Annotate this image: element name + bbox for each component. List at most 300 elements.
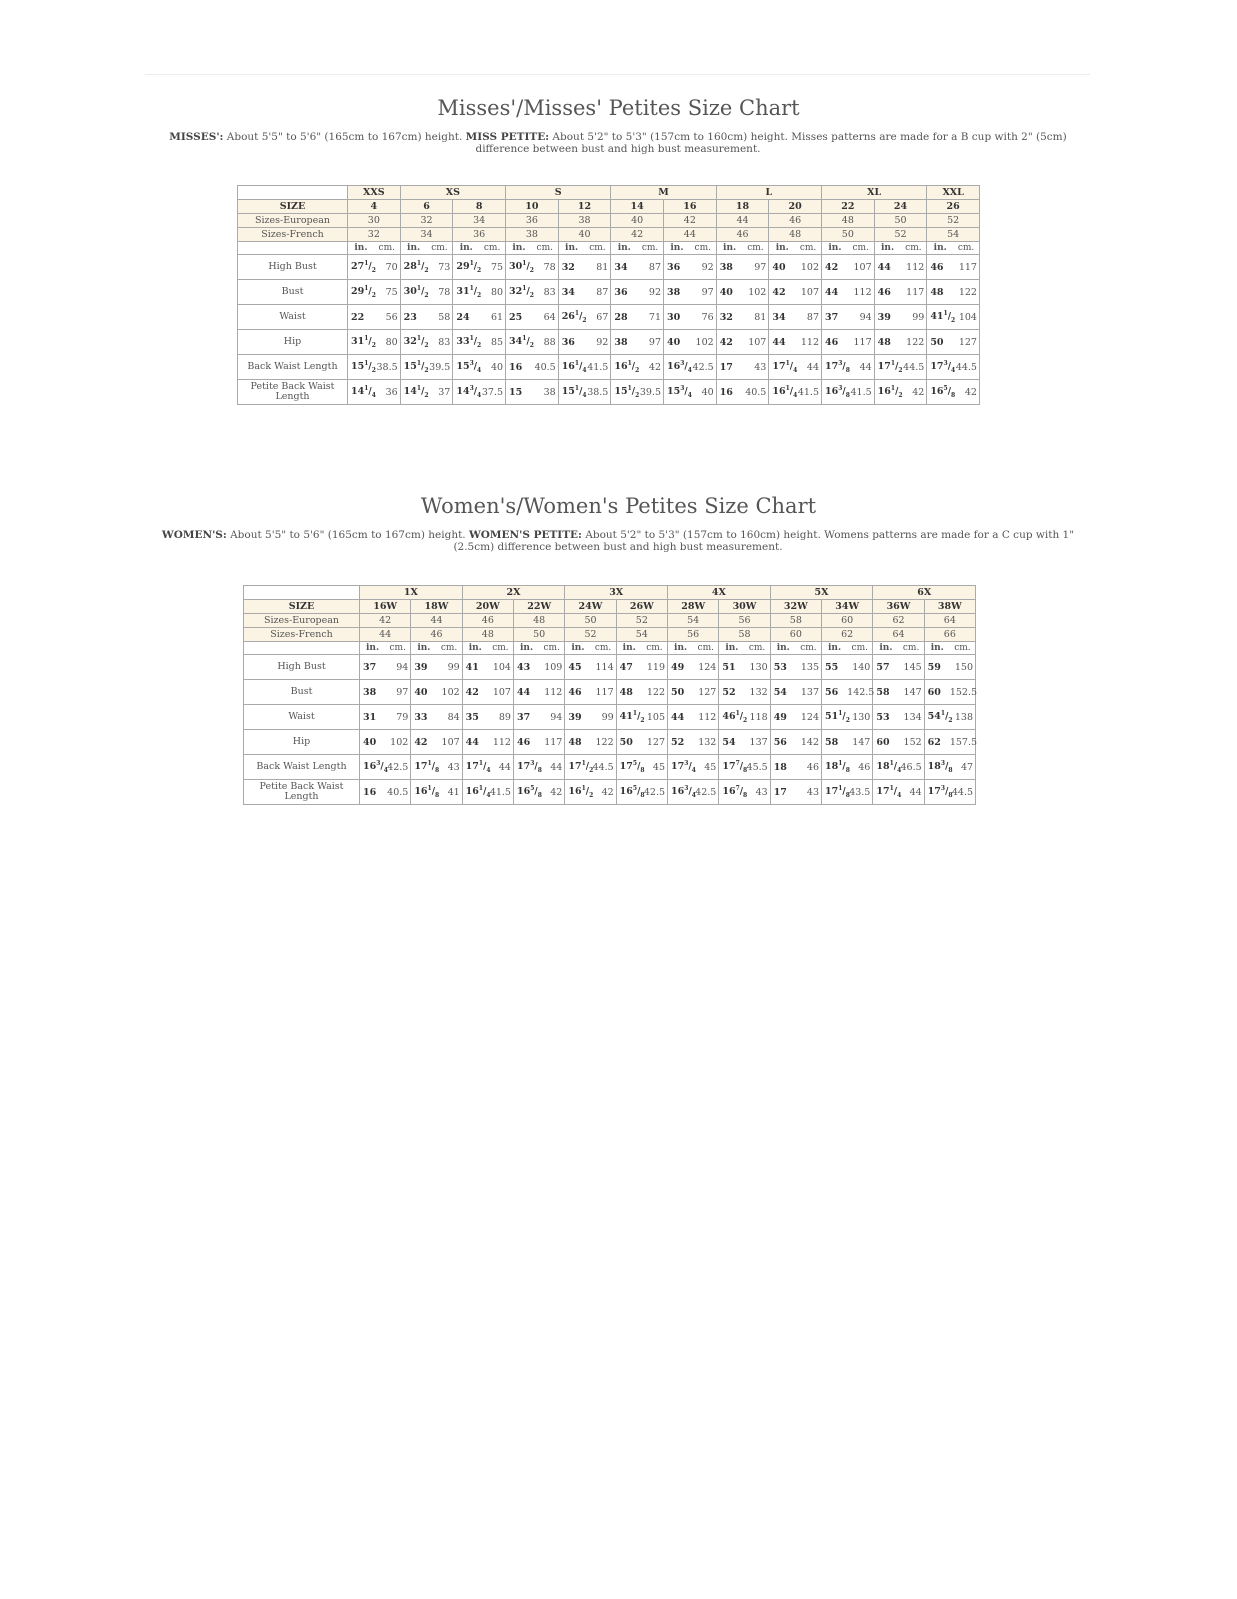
measurement-row (238, 380, 980, 405)
inches-value: $16^1/_4$ (558, 355, 584, 380)
cm-value: 107 (795, 280, 821, 305)
cm-value: 80 (374, 330, 400, 355)
cm-value: 80 (479, 280, 505, 305)
european-size-cell: 36 (506, 214, 559, 228)
inches-value: 38 (716, 255, 742, 280)
french-size-row (244, 628, 976, 642)
inches-value: 39 (411, 655, 437, 680)
inches-value: $17^1/_4$ (873, 780, 899, 805)
cm-value: 88 (532, 330, 558, 355)
european-size-cell: 46 (769, 214, 822, 228)
inches-value: 34 (611, 255, 637, 280)
size-group-header: L (716, 186, 821, 200)
inches-value: 52 (668, 730, 694, 755)
misses-desc-label: MISSES': (169, 131, 224, 143)
inches-value: 58 (822, 730, 848, 755)
inches-value: $16^5/_8$ (616, 780, 642, 805)
inches-value: 47 (616, 655, 642, 680)
cm-value: 44 (539, 755, 565, 780)
cm-value: 97 (637, 330, 663, 355)
measurement-label: Waist (238, 305, 348, 330)
cm-value: 43.5 (847, 780, 873, 805)
size-group-header: 1X (360, 586, 463, 600)
cm-value: 102 (436, 680, 462, 705)
cm-value: 46.5 (899, 755, 925, 780)
unit-cm-label: cm. (591, 642, 617, 655)
cm-value: 43 (743, 355, 769, 380)
cm-value: 58 (427, 305, 453, 330)
inches-value: 44 (822, 280, 848, 305)
womens-desc-label: WOMEN'S: (161, 529, 227, 541)
european-size-cell: 42 (360, 614, 411, 628)
cm-value: 157.5 (950, 730, 976, 755)
measurement-row (238, 355, 980, 380)
size-row-label: SIZE (238, 200, 348, 214)
inches-value: 38 (664, 280, 690, 305)
size-cell: 8 (453, 200, 506, 214)
inches-value: $30^1/_2$ (400, 280, 426, 305)
european-size-cell: 54 (668, 614, 719, 628)
cm-value: 41.5 (848, 380, 874, 405)
inches-value: 34 (769, 305, 795, 330)
inches-value: $29^1/_2$ (453, 255, 479, 280)
cm-value: 42 (539, 780, 565, 805)
cm-value: 41.5 (795, 380, 821, 405)
inches-value: 59 (924, 655, 950, 680)
cm-value: 41 (436, 780, 462, 805)
unit-cm-label: cm. (950, 642, 976, 655)
french-size-cell: 36 (453, 228, 506, 242)
cm-value: 38.5 (585, 380, 611, 405)
unit-inches-label: in. (611, 242, 637, 255)
inches-value: 42 (411, 730, 437, 755)
inches-value: 53 (873, 705, 899, 730)
inches-value: 57 (873, 655, 899, 680)
cm-value: 117 (900, 280, 926, 305)
inches-value: 38 (360, 680, 386, 705)
size-cell: 20W (462, 600, 513, 614)
size-group-row (238, 186, 980, 200)
size-cell: 10 (506, 200, 559, 214)
measurement-label: Back Waist Length (244, 755, 360, 780)
cm-value: 117 (539, 730, 565, 755)
cm-value: 45 (642, 755, 668, 780)
measurement-row (244, 655, 976, 680)
inches-value: $18^1/_4$ (873, 755, 899, 780)
inches-value: 16 (506, 355, 532, 380)
size-cell: 30W (719, 600, 770, 614)
inches-value: 40 (716, 280, 742, 305)
unit-cm-label: cm. (436, 642, 462, 655)
cm-value: 142.5 (847, 680, 873, 705)
unit-row (238, 242, 980, 255)
measurement-label: Petite Back Waist Length (244, 780, 360, 805)
size-cell: 26W (616, 600, 667, 614)
unit-inches-label: in. (822, 642, 848, 655)
inches-value: 46 (822, 330, 848, 355)
european-size-cell: 52 (927, 214, 980, 228)
cm-value: 44.5 (900, 355, 926, 380)
european-size-row (238, 214, 980, 228)
cm-value: 132 (693, 730, 719, 755)
inches-value: $16^3/_8$ (822, 380, 848, 405)
cm-value: 44 (899, 780, 925, 805)
cm-value: 44.5 (953, 355, 979, 380)
inches-value: 36 (611, 280, 637, 305)
cm-value: 107 (488, 680, 514, 705)
cm-value: 92 (585, 330, 611, 355)
inches-value: $16^5/_8$ (927, 380, 953, 405)
cm-value: 42 (637, 355, 663, 380)
measurement-label: Hip (244, 730, 360, 755)
unit-cm-label: cm. (795, 242, 821, 255)
inches-value: 44 (513, 680, 539, 705)
european-size-cell: 58 (770, 614, 821, 628)
unit-inches-label: in. (400, 242, 426, 255)
inches-value: 60 (924, 680, 950, 705)
unit-cm-label: cm. (427, 242, 453, 255)
unit-inches-label: in. (506, 242, 532, 255)
cm-value: 56 (374, 305, 400, 330)
inches-value: 50 (927, 330, 953, 355)
cm-value: 45.5 (744, 755, 770, 780)
misses-desc-text: About 5'5" to 5'6" (165cm to 167cm) height. (223, 131, 466, 143)
cm-value: 89 (488, 705, 514, 730)
cm-value: 44 (795, 355, 821, 380)
cm-value: 112 (539, 680, 565, 705)
cm-value: 127 (642, 730, 668, 755)
size-cell: 6 (400, 200, 453, 214)
cm-value: 127 (953, 330, 979, 355)
inches-value: $17^1/_8$ (411, 755, 437, 780)
inches-value: $16^7/_8$ (719, 780, 745, 805)
cm-value: 117 (848, 330, 874, 355)
cm-value: 112 (848, 280, 874, 305)
cm-value: 67 (585, 305, 611, 330)
measurement-row (244, 755, 976, 780)
unit-cm-label: cm. (374, 242, 400, 255)
inches-value: $16^5/_8$ (513, 780, 539, 805)
cm-value: 102 (743, 280, 769, 305)
cm-value: 42.5 (385, 755, 411, 780)
unit-cm-label: cm. (693, 642, 719, 655)
cm-value: 114 (591, 655, 617, 680)
cm-value: 140 (847, 655, 873, 680)
size-cell: 4 (348, 200, 401, 214)
cm-value: 117 (591, 680, 617, 705)
french-size-row (238, 228, 980, 242)
size-cell: 24W (565, 600, 616, 614)
womens-petite-desc-text: About 5'2" to 5'3" (157cm to 160cm) height. Womens patterns are made for a C cup with 1" (2.5cm) difference between bust and high bust measurement. (453, 529, 1075, 553)
cm-value: 107 (743, 330, 769, 355)
inches-value: 51 (719, 655, 745, 680)
cm-value: 135 (796, 655, 822, 680)
french-size-cell: 52 (565, 628, 616, 642)
inches-value: 40 (769, 255, 795, 280)
size-cell: 22W (513, 600, 564, 614)
european-size-cell: 30 (348, 214, 401, 228)
inches-value: 44 (668, 705, 694, 730)
inches-value: 25 (506, 305, 532, 330)
inches-value: 28 (611, 305, 637, 330)
size-group-header: XXS (348, 186, 401, 200)
cm-value: 112 (488, 730, 514, 755)
inches-value: $17^1/_4$ (462, 755, 488, 780)
inches-value: 17 (770, 780, 796, 805)
french-size-cell: 32 (348, 228, 401, 242)
cm-value: 130 (744, 655, 770, 680)
cm-value: 46 (847, 755, 873, 780)
size-row (244, 600, 976, 614)
top-divider (145, 74, 1090, 75)
cm-value: 81 (585, 255, 611, 280)
cm-value: 119 (642, 655, 668, 680)
inches-value: 23 (400, 305, 426, 330)
inches-value: 33 (411, 705, 437, 730)
inches-value: $16^3/_4$ (664, 355, 690, 380)
cm-value: 102 (385, 730, 411, 755)
inches-value: 43 (513, 655, 539, 680)
womens-chart-title: Women's/Women's Petites Size Chart (420, 494, 817, 518)
cm-value: 104 (488, 655, 514, 680)
inches-value: 60 (873, 730, 899, 755)
inches-value: 32 (558, 255, 584, 280)
measurement-label: Bust (244, 680, 360, 705)
inches-value: $17^3/_8$ (513, 755, 539, 780)
cm-value: 87 (585, 280, 611, 305)
inches-value: $31^1/_2$ (348, 330, 374, 355)
cm-value: 45 (693, 755, 719, 780)
inches-value: 54 (719, 730, 745, 755)
french-size-cell: 46 (411, 628, 462, 642)
cm-value: 47 (950, 755, 976, 780)
unit-inches-label: in. (924, 642, 950, 655)
womens-petite-desc-label: WOMEN'S PETITE: (468, 529, 582, 541)
cm-value: 85 (479, 330, 505, 355)
cm-value: 36 (374, 380, 400, 405)
unit-inches-label: in. (719, 642, 745, 655)
size-cell: 26 (927, 200, 980, 214)
inches-value: $32^1/_2$ (506, 280, 532, 305)
size-group-row (244, 586, 976, 600)
french-size-cell: 54 (927, 228, 980, 242)
cm-value: 84 (436, 705, 462, 730)
size-group-header: XXL (927, 186, 980, 200)
inches-value: $17^3/_4$ (668, 755, 694, 780)
cm-value: 40 (690, 380, 716, 405)
inches-value: 55 (822, 655, 848, 680)
cm-value: 38.5 (374, 355, 400, 380)
inches-value: $18^1/_8$ (822, 755, 848, 780)
cm-value: 102 (690, 330, 716, 355)
inches-value: 24 (453, 305, 479, 330)
cm-value: 122 (900, 330, 926, 355)
french-size-cell: 66 (924, 628, 975, 642)
inches-value: $15^3/_4$ (453, 355, 479, 380)
european-size-cell: 60 (822, 614, 873, 628)
measurement-row (238, 280, 980, 305)
inches-value: 46 (927, 255, 953, 280)
inches-value: $41^1/_2$ (616, 705, 642, 730)
european-size-cell: 64 (924, 614, 975, 628)
size-cell: 20 (769, 200, 822, 214)
measurement-label: Waist (244, 705, 360, 730)
cm-value: 75 (479, 255, 505, 280)
inches-value: 49 (770, 705, 796, 730)
unit-cm-label: cm. (847, 642, 873, 655)
cm-value: 122 (953, 280, 979, 305)
inches-value: 37 (822, 305, 848, 330)
cm-value: 87 (637, 255, 663, 280)
cm-value: 150 (950, 655, 976, 680)
cm-value: 43 (796, 780, 822, 805)
european-size-cell: 56 (719, 614, 770, 628)
cm-value: 130 (847, 705, 873, 730)
inches-value: 44 (769, 330, 795, 355)
size-group-header: XS (400, 186, 505, 200)
french-size-row-label: Sizes-French (244, 628, 360, 642)
cm-value: 73 (427, 255, 453, 280)
measurement-label: Hip (238, 330, 348, 355)
french-size-cell: 44 (664, 228, 717, 242)
inches-value: 46 (513, 730, 539, 755)
french-size-cell: 52 (874, 228, 927, 242)
cm-value: 118 (744, 705, 770, 730)
womens-description (148, 529, 1088, 553)
size-cell: 18 (716, 200, 769, 214)
cm-value: 104 (953, 305, 979, 330)
inches-value: 32 (716, 305, 742, 330)
inches-value: 56 (822, 680, 848, 705)
cm-value: 44 (488, 755, 514, 780)
european-size-cell: 42 (664, 214, 717, 228)
inches-value: 48 (616, 680, 642, 705)
cm-value: 122 (591, 730, 617, 755)
inches-value: $34^1/_2$ (506, 330, 532, 355)
inches-value: $17^7/_8$ (719, 755, 745, 780)
cm-value: 152.5 (950, 680, 976, 705)
cm-value: 142 (796, 730, 822, 755)
cm-value: 107 (848, 255, 874, 280)
size-cell: 16W (360, 600, 411, 614)
unit-inches-label: in. (360, 642, 386, 655)
unit-inches-label: in. (874, 242, 900, 255)
inches-value: $14^1/_2$ (400, 380, 426, 405)
cm-value: 124 (796, 705, 822, 730)
inches-value: 38 (611, 330, 637, 355)
inches-value: 37 (513, 705, 539, 730)
size-row-label: SIZE (244, 600, 360, 614)
corner-cell (244, 586, 360, 600)
unit-cm-label: cm. (848, 242, 874, 255)
cm-value: 43 (436, 755, 462, 780)
size-group-header: 4X (668, 586, 771, 600)
french-size-cell: 48 (769, 228, 822, 242)
french-size-cell: 50 (822, 228, 875, 242)
inches-value: $54^1/_2$ (924, 705, 950, 730)
size-group-header: 2X (462, 586, 565, 600)
european-size-cell: 62 (873, 614, 924, 628)
cm-value: 87 (795, 305, 821, 330)
unit-inches-label: in. (822, 242, 848, 255)
cm-value: 112 (795, 330, 821, 355)
measurement-row (238, 255, 980, 280)
size-group-header: M (611, 186, 716, 200)
inches-value: 35 (462, 705, 488, 730)
size-cell: 34W (822, 600, 873, 614)
inches-value: 36 (664, 255, 690, 280)
inches-value: 30 (664, 305, 690, 330)
inches-value: 18 (770, 755, 796, 780)
measurement-row (244, 780, 976, 805)
inches-value: 40 (411, 680, 437, 705)
european-size-cell: 44 (411, 614, 462, 628)
inches-value: 39 (874, 305, 900, 330)
cm-value: 64 (532, 305, 558, 330)
cm-value: 71 (637, 305, 663, 330)
inches-value: 46 (565, 680, 591, 705)
cm-value: 40.5 (532, 355, 558, 380)
cm-value: 43 (744, 780, 770, 805)
inches-value: $32^1/_2$ (400, 330, 426, 355)
cm-value: 97 (743, 255, 769, 280)
cm-value: 138 (950, 705, 976, 730)
cm-value: 75 (374, 280, 400, 305)
european-size-cell: 50 (874, 214, 927, 228)
inches-value: $17^5/_8$ (616, 755, 642, 780)
inches-value: 46 (874, 280, 900, 305)
cm-value: 92 (690, 255, 716, 280)
measurement-label: Back Waist Length (238, 355, 348, 380)
inches-value: $16^1/_4$ (462, 780, 488, 805)
measurement-label: Bust (238, 280, 348, 305)
size-group-header: 3X (565, 586, 668, 600)
womens-desc-text: About 5'5" to 5'6" (165cm to 167cm) height. (226, 529, 469, 541)
unit-cm-label: cm. (539, 642, 565, 655)
size-cell: 14 (611, 200, 664, 214)
unit-inches-label: in. (462, 642, 488, 655)
cm-value: 44.5 (950, 780, 976, 805)
measurement-label: Petite Back Waist Length (238, 380, 348, 405)
cm-value: 122 (642, 680, 668, 705)
cm-value: 99 (900, 305, 926, 330)
european-size-cell: 50 (565, 614, 616, 628)
inches-value: $26^1/_2$ (558, 305, 584, 330)
french-size-cell: 44 (360, 628, 411, 642)
unit-cm-label: cm. (900, 242, 926, 255)
european-size-cell: 38 (558, 214, 611, 228)
unit-inches-label: in. (927, 242, 953, 255)
womens-size-table (243, 585, 976, 805)
inches-value: 42 (462, 680, 488, 705)
inches-value: 41 (462, 655, 488, 680)
size-row (238, 200, 980, 214)
cm-value: 102 (795, 255, 821, 280)
cm-value: 81 (743, 305, 769, 330)
inches-value: $17^1/_2$ (565, 755, 591, 780)
misses-petite-desc-text: About 5'2" to 5'3" (157cm to 160cm) height. Misses patterns are made for a B cup with 2" (5cm) difference between bust and high bust measurement. (475, 131, 1067, 155)
cm-value: 78 (532, 255, 558, 280)
unit-inches-label: in. (769, 242, 795, 255)
inches-value: 54 (770, 680, 796, 705)
size-cell: 32W (770, 600, 821, 614)
cm-value: 41.5 (488, 780, 514, 805)
unit-inches-label: in. (873, 642, 899, 655)
cm-value: 39.5 (427, 355, 453, 380)
measurement-row (244, 705, 976, 730)
european-size-cell: 48 (822, 214, 875, 228)
european-size-cell: 34 (453, 214, 506, 228)
